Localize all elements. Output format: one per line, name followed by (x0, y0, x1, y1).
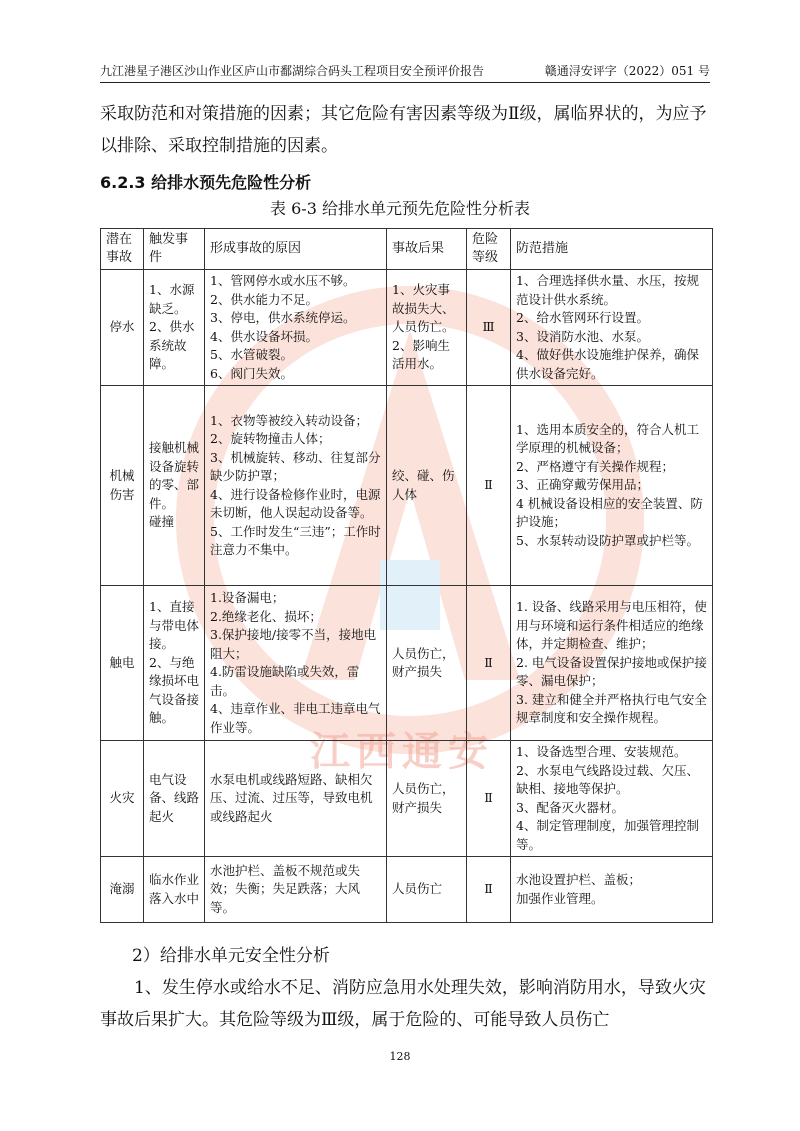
body-paragraph: 1、发生停水或给水不足、消防应急用水处理失效，影响消防用水，导致火灾事故后果扩大。其危险等级为Ⅲ级，属于危险的、可能导致人员伤亡 (100, 978, 706, 1030)
cell-line: 人员伤亡 (392, 881, 443, 897)
cell-line: 5、水管破裂。 (210, 347, 293, 362)
cell-line: 3、配备灭火器材。 (516, 799, 624, 815)
cell-line: 碰撞 (149, 514, 175, 530)
cell-line: 绞、碰、伤人体 (392, 468, 455, 502)
cell-line: 5、工作时发生“三违”；工作时注意力不集中。 (210, 523, 381, 557)
table-cell-trigger (144, 586, 205, 741)
table-row (101, 857, 713, 923)
cell-line: 1、设备选型合理、安装规范。 (516, 744, 687, 759)
cell-line: 4、制定管理制度，加强管理控制等。 (516, 818, 699, 852)
cell-line: 2、供水系统故障。 (149, 319, 195, 372)
cell-line: 3、停电，供水系统停运。 (210, 310, 356, 325)
cell-line: Ⅱ (484, 790, 493, 806)
table-cell-measures (511, 857, 713, 923)
cell-line: 1、水源缺乏。 (149, 282, 195, 316)
section-title: 6.2.3 给排水预先危险性分析 (100, 173, 312, 192)
cell-line: 2、影响生活用水。 (392, 337, 450, 372)
table-header-row (101, 229, 713, 270)
page-header (100, 62, 710, 83)
page-number: 128 (389, 1050, 411, 1063)
table-cell-level (467, 386, 511, 586)
table-cell-accident (101, 857, 144, 923)
cell-line: 4、供水设备坏损。 (210, 328, 318, 344)
cell-line: 6、阀门失效。 (210, 365, 293, 381)
table-cell-causes (205, 741, 387, 857)
cell-line: 加强作业管理。 (516, 890, 604, 906)
table-cell-accident (101, 586, 144, 741)
cell-line: 临水作业落入水中 (149, 872, 200, 906)
table-cell-measures (511, 741, 713, 857)
header-report-title: 九江港星子港区沙山作业区庐山市鄱湖综合码头工程项目安全预评价报告 (100, 64, 485, 78)
cell-line: 3. 建立和健全并严格执行电气安全规章制度和安全操作规程。 (516, 691, 707, 726)
table-cell-accident (101, 741, 144, 857)
table-cell-consequence (387, 857, 467, 923)
cell-line: 2、与绝缘损坏电气设备接触。 (149, 654, 200, 726)
table-cell-level (467, 270, 511, 386)
cell-line: 2、旋转物撞击人体； (210, 431, 331, 446)
cell-line: 4 机械设备设相应的安全装置、防护设施； (516, 495, 703, 530)
cell-line: Ⅱ (484, 477, 493, 493)
table-cell-measures (511, 586, 713, 741)
table-cell-trigger (144, 741, 205, 857)
table-cell-accident (101, 270, 144, 386)
watermark-text: 江西通安 (310, 728, 494, 775)
table-row (101, 741, 713, 857)
cell-line: 触电 (109, 654, 135, 670)
table-cell-trigger (144, 386, 205, 586)
cell-line: 1. 设备、线路采用与电压相符，使用与环境和运行条件相适应的绝缘体，并定期检查、维护； (516, 599, 707, 652)
cell-line: Ⅱ (484, 654, 493, 670)
cell-line: 人员伤亡，财产损失 (392, 645, 455, 679)
table-cell-consequence (387, 741, 467, 857)
sub-heading-text: 2）给排水单元安全性分析 (132, 946, 330, 966)
cell-line: 4、进行设备检修作业时，电源未切断，他人误起动设备等。 (210, 486, 381, 520)
cell-line: 2. 电气设备设置保护接地或保护接零、漏电保护； (516, 654, 707, 689)
table-cell-causes (205, 586, 387, 741)
cell-line: 4、违章作业、非电工违章电气作业等。 (210, 701, 381, 735)
cell-line: 3.保护接地/接零不当，接地电阻大； (210, 627, 377, 661)
col-header-level: 危险等级 (467, 229, 511, 270)
table-row (101, 270, 713, 386)
cell-line: 水池设置护栏、盖板； (516, 872, 642, 887)
cell-line: 2、水泵电气线路设过载、欠压、缺相、接地等保护。 (516, 762, 699, 796)
table-cell-causes (205, 857, 387, 923)
cell-line: 接触机械设备旋转的零、部件。 (149, 440, 200, 511)
table-cell-trigger (144, 270, 205, 386)
table-cell-consequence (387, 586, 467, 741)
cell-line: 1.设备漏电； (210, 590, 285, 605)
cell-line: Ⅲ (482, 319, 495, 335)
cell-line: 4、做好供水设施维护保养，确保供水设备完好。 (516, 347, 699, 381)
table-cell-level (467, 741, 511, 857)
cell-line: 1、火灾事故损失大、人员伤亡。 (392, 282, 455, 335)
cell-line: 火灾 (109, 790, 135, 806)
col-header-trigger: 触发事件 (144, 229, 205, 270)
hazard-analysis-table (100, 228, 713, 923)
col-header-accident: 潜在事故 (101, 229, 144, 270)
col-header-measures: 防范措施 (511, 229, 713, 270)
cell-line: 机械伤害 (109, 468, 135, 502)
table-cell-consequence (387, 270, 467, 386)
cell-line: Ⅱ (484, 881, 493, 897)
table-cell-level (467, 857, 511, 923)
col-header-causes: 形成事故的原因 (205, 229, 387, 270)
sub-heading (100, 940, 712, 972)
cell-line: 3、设消防水池、水泵。 (516, 328, 649, 344)
cell-line: 人员伤亡，财产损失 (392, 781, 455, 815)
table-cell-trigger (144, 857, 205, 923)
cell-line: 停水 (109, 319, 135, 335)
cell-line: 1、合理选择供水量、水压，按规范设计供水系统。 (516, 273, 699, 307)
cell-line: 水泵电机或线路短路、缺相欠压、过流、过压等，导致电机或线路起火 (210, 771, 373, 824)
table-cell-causes (205, 386, 387, 586)
cell-line: 2、供水能力不足。 (210, 291, 318, 307)
table-cell-measures (511, 386, 713, 586)
table-cell-consequence (387, 386, 467, 586)
cell-line: 3、正确穿戴劳保用品； (516, 477, 649, 493)
table-cell-level (467, 586, 511, 741)
cell-line: 3、机械旋转、移动、往复部分缺少防护罩； (210, 449, 381, 483)
table-cell-accident (101, 386, 144, 586)
cell-line: 2.绝缘老化、损坏； (210, 608, 322, 624)
cell-line: 水池护栏、盖板不规范或失效；失衡；失足跌落；大风等。 (210, 862, 361, 915)
table-title: 表 6-3 给排水单元预先危险性分析表 (270, 199, 530, 218)
cell-line: 1、衣物等被绞入转动设备； (210, 412, 368, 428)
cell-line: 1、选用本质安全的，符合人机工学原理的机械设备； (516, 421, 699, 456)
cell-line: 1、直接与带电体接。 (149, 599, 200, 652)
cell-line: 淹溺 (109, 881, 135, 897)
cell-line: 2、严格遵守有关操作规程； (516, 458, 674, 474)
cell-line: 4.防雷设施缺陷或失效，雷击。 (210, 664, 360, 698)
header-report-number: 赣通浔安评字（2022）051 号 (544, 64, 710, 78)
intro-paragraph: 采取防范和对策措施的因素；其它危险有害因素等级为Ⅱ级，属临界状的，为应予以排除、采取控制措施的因素。 (100, 104, 707, 156)
cell-line: 1、管网停水或水压不够。 (210, 273, 356, 288)
cell-line: 电气设备、线路起火 (149, 771, 200, 824)
table-row (101, 386, 713, 586)
cell-line: 5、水泵转动设防护罩或护栏等。 (516, 532, 699, 548)
table-cell-causes (205, 270, 387, 386)
table-row (101, 586, 713, 741)
col-header-consequence: 事故后果 (387, 229, 467, 270)
table-cell-measures (511, 270, 713, 386)
cell-line: 2、给水管网环行设置。 (516, 310, 649, 325)
